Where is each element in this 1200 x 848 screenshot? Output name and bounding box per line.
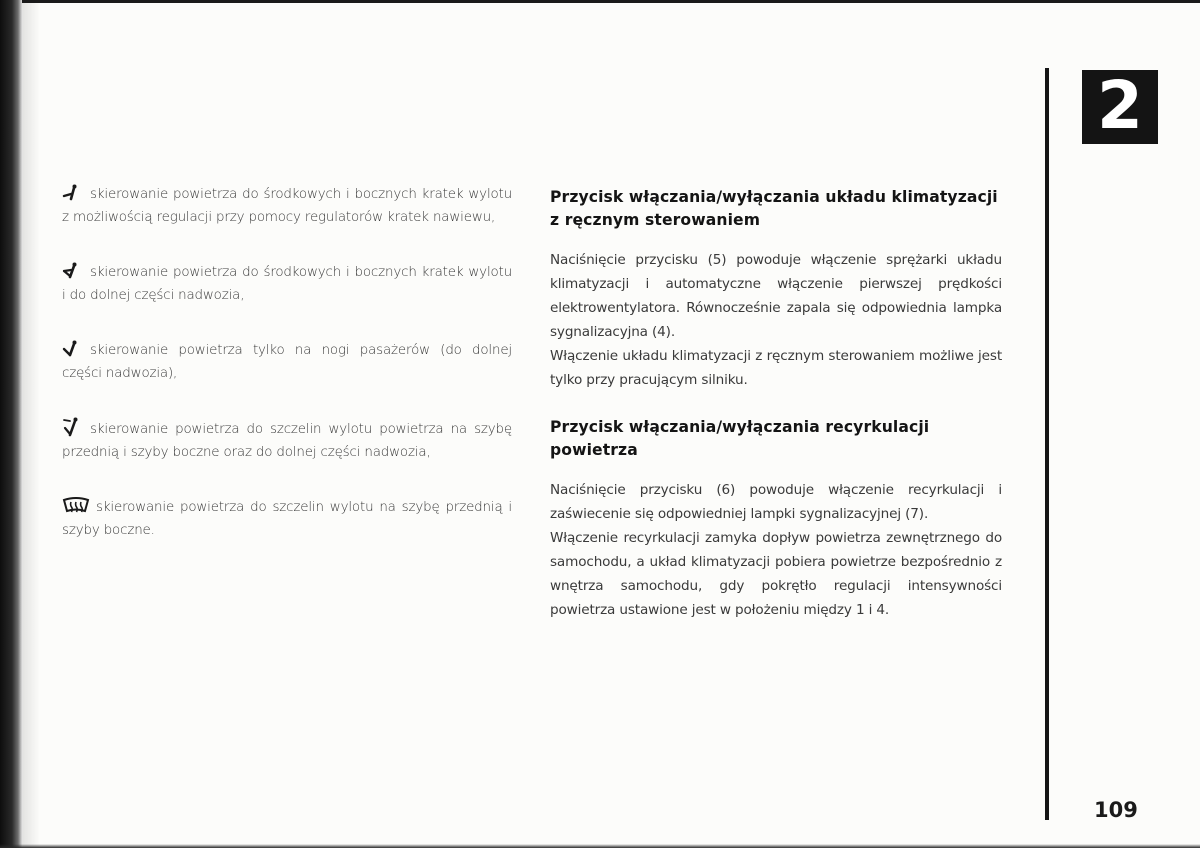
scan-edge-shadow [22,0,40,848]
section-paragraph: Włączenie recyrkulacji zamyka dopływ powietrza zewnętrznego do samochodu, a układ klimatyzacji pobiera powietrze bezpośrednio z wnętrza samochodu, gdy pokrętło regulacji intensywności powietrza ustawione jest w położeniu między 1 i 4. [550,530,1002,618]
air-vents-and-floor-icon [62,262,84,280]
right-column [550,186,1002,622]
item-text: skierowanie powietrza do środkowych i bocznych kratek wylotu i do dolnej części nadwozia, [62,265,512,303]
chapter-tab [1082,67,1158,144]
list-item [62,339,512,385]
air-floor-icon [62,340,84,358]
scan-edge-top [0,0,1200,3]
item-text: skierowanie powietrza do środkowych i bocznych kratek wylotu z możliwością regulacji przy pomocy regulatorów kratek nawiewu, [62,187,512,225]
section-paragraph: Włączenie układu klimatyzacji z ręcznym sterowaniem możliwe jest tylko przy pracującym silniku. [550,348,1002,388]
item-text: skierowanie powietrza do szczelin wylotu na szybę przednią i szyby boczne. [62,500,512,538]
list-item [62,496,512,542]
windscreen-defrost-icon [62,497,90,515]
scan-edge-left [0,0,22,848]
item-text: skierowanie powietrza tylko na nogi pasażerów (do dolnej części nadwozia), [62,343,512,381]
list-item [62,417,512,464]
section-heading-ac: Przycisk włączania/wyłączania układu klimatyzacji z ręcznym sterowaniem [550,188,998,229]
air-center-side-vents-icon [62,184,84,202]
chapter-number: 2 [1097,67,1143,144]
left-column [62,183,512,574]
item-text: skierowanie powietrza do szczelin wylotu powietrza na szybę przednią i szyby boczne oraz do dolnej części nadwozia, [62,422,512,460]
air-windscreen-and-floor-icon [62,417,84,437]
scan-edge-bottom [0,844,1200,848]
list-item [62,261,512,307]
page-number: 109 [1094,798,1138,822]
section-paragraph: Naciśnięcie przycisku (6) powoduje włączenie recyrkulacji i zaświecenie się odpowiedniej lampki sygnalizacyjnej (7). [550,482,1002,522]
list-item [62,183,512,229]
section-heading-recirculation: Przycisk włączania/wyłączania recyrkulacji powietrza [550,418,930,459]
margin-rule [1045,68,1049,820]
section-paragraph: Naciśnięcie przycisku (5) powoduje włączenie sprężarki układu klimatyzacji i automatyczne włączenie pierwszej prędkości elektrowentylatora. Równocześnie zapala się odpowiednia lampka sygnalizacyjna (4). [550,252,1002,340]
